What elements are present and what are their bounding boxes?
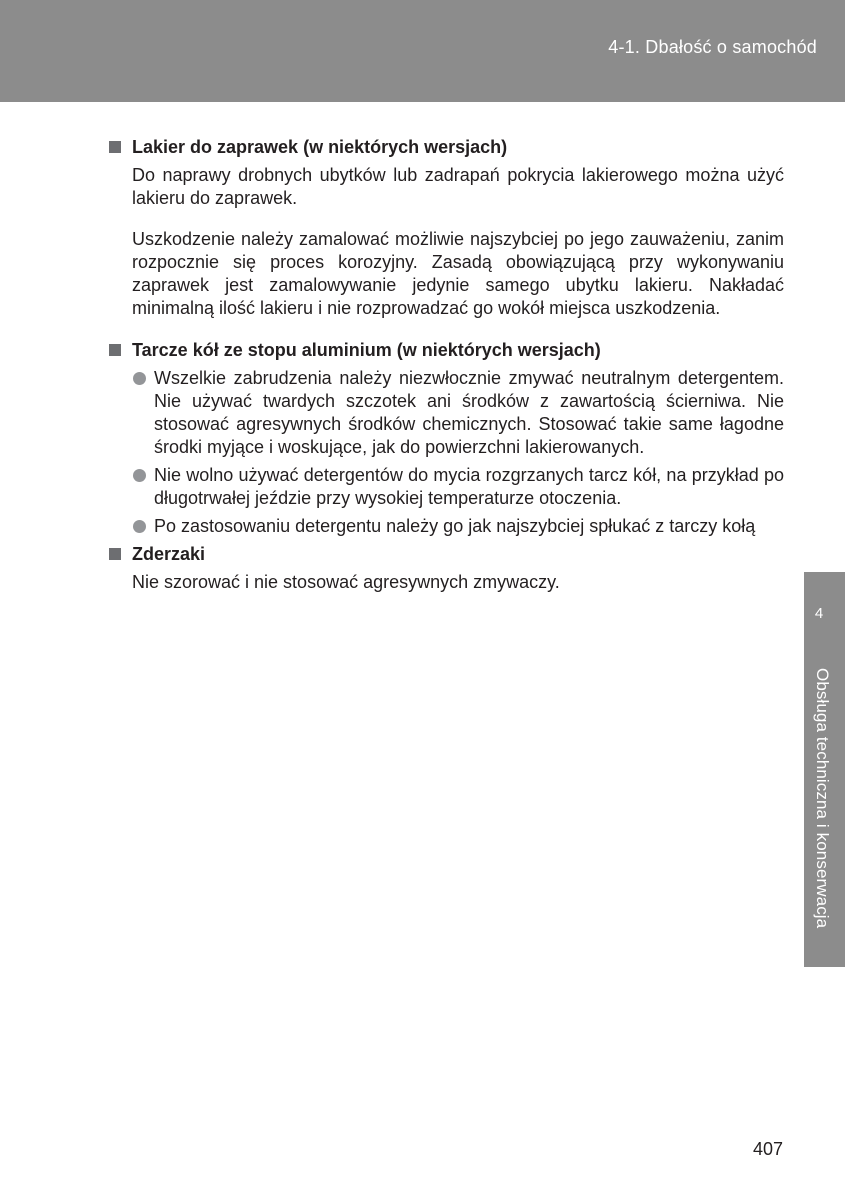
- circle-bullet-icon: [133, 372, 146, 385]
- list-item-text: Po zastosowaniu detergentu należy go jak najszybciej spłukać z tarczy kołą: [154, 516, 756, 537]
- chapter-number: 4: [814, 605, 824, 622]
- list-item: [132, 367, 784, 459]
- chapter-label: Obsługa techniczna i konserwacja: [813, 668, 832, 929]
- header-bar: [0, 0, 845, 102]
- list-item-text: Wszelkie zabrudzenia należy niezwłocznie zmywać neutralnym detergentem. Nie używać twardych szczotek ani środków z zawartością ścierniwa. Nie stosować agresywnych środków chemicznych. Stosować takie same łagodne środki myjące i woskujące, jak do powierzchni lakierowanych.: [154, 367, 784, 457]
- square-bullet-icon: [109, 344, 121, 356]
- heading-text: Lakier do zaprawek (w niektórych wersjach): [132, 137, 508, 157]
- page-content: [108, 136, 784, 612]
- bullet-list: [132, 367, 784, 539]
- section-title: 4-1. Dbałość o samochód: [608, 37, 817, 57]
- circle-bullet-icon: [133, 469, 146, 482]
- section-heading-touch-up-paint: [108, 136, 784, 159]
- list-item: [132, 464, 784, 510]
- list-item: [132, 515, 784, 538]
- heading-text: Tarcze kół ze stopu aluminium (w niektórych wersjach): [132, 339, 601, 360]
- section-heading-bumpers: [108, 543, 784, 566]
- square-bullet-icon: [109, 141, 121, 153]
- paragraph: Nie szorować i nie stosować agresywnych zmywaczy.: [132, 572, 560, 593]
- paragraph: Do naprawy drobnych ubytków lub zadrapań pokrycia lakierowego można użyć lakieru do zaprawek.: [132, 165, 784, 209]
- section-heading-alloy-wheels: [108, 339, 784, 362]
- circle-bullet-icon: [133, 520, 146, 533]
- list-item-text: Nie wolno używać detergentów do mycia rozgrzanych tarcz kół, na przykład po długotrwałej jeździe przy wysokiej temperaturze otoczenia.: [154, 464, 784, 509]
- square-bullet-icon: [109, 548, 121, 560]
- chapter-side-tab: [804, 572, 845, 967]
- page-number: 407: [752, 1139, 783, 1159]
- paragraph: Uszkodzenie należy zamalować możliwie najszybciej po jego zauważeniu, zanim rozpocznie się proces korozyjny. Zasadą obowiązującą przy wykonywaniu zaprawek jest zamalowywanie jedynie samego ubytku lakieru. Nakładać minimalną ilość lakieru i nie rozprowadzać go wokół miejsca uszkodzenia.: [132, 229, 784, 319]
- heading-text: Zderzaki: [132, 544, 206, 565]
